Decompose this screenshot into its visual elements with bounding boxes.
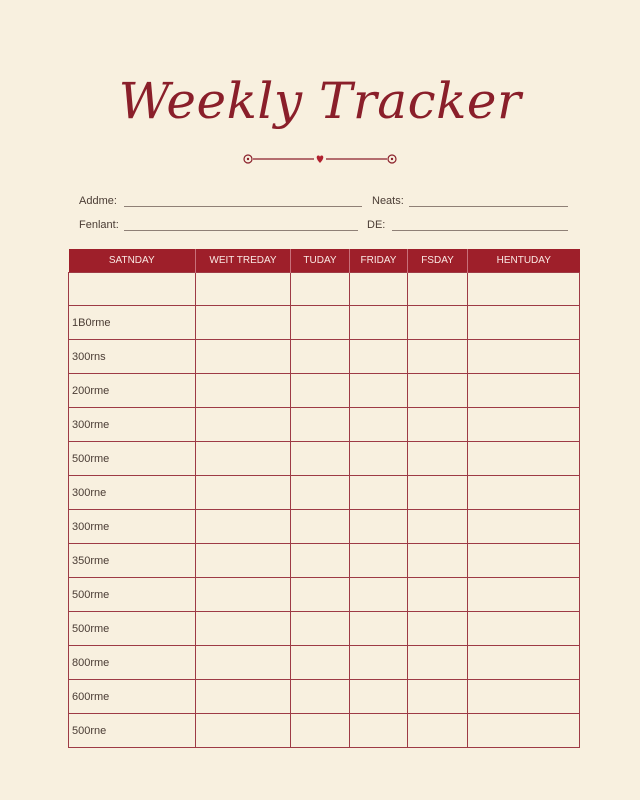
de-line[interactable] (392, 230, 568, 231)
table-cell[interactable] (350, 273, 408, 306)
table-cell[interactable] (408, 544, 468, 578)
field-label-neats: Neats: (372, 195, 404, 207)
table-cell[interactable] (196, 680, 291, 714)
table-cell[interactable] (468, 612, 580, 646)
table-cell[interactable] (350, 578, 408, 612)
table-cell[interactable] (196, 578, 291, 612)
table-cell[interactable] (468, 476, 580, 510)
table-cell[interactable] (408, 476, 468, 510)
table-cell[interactable] (196, 544, 291, 578)
table-cell[interactable] (408, 714, 468, 748)
table-cell[interactable] (408, 442, 468, 476)
table-cell[interactable] (350, 714, 408, 748)
table-cell[interactable] (350, 612, 408, 646)
table-cell[interactable] (408, 578, 468, 612)
table-cell[interactable] (468, 646, 580, 680)
table-cell[interactable] (196, 340, 291, 374)
column-header: TUDAY (291, 249, 350, 273)
table-row (69, 340, 580, 374)
table-cell[interactable] (291, 510, 350, 544)
table-cell[interactable] (350, 510, 408, 544)
row-label: 500rne (69, 714, 196, 748)
table-cell[interactable] (468, 306, 580, 340)
row-label: 350rme (69, 544, 196, 578)
row-label: 500rme (69, 578, 196, 612)
table-row (69, 510, 580, 544)
table-cell[interactable] (291, 374, 350, 408)
table-row (69, 374, 580, 408)
table-cell[interactable] (291, 646, 350, 680)
tracker-table (68, 249, 580, 748)
table-row (69, 714, 580, 748)
table-cell[interactable] (468, 510, 580, 544)
row-label: 500rme (69, 442, 196, 476)
table-cell[interactable] (196, 374, 291, 408)
table-cell[interactable] (291, 273, 350, 306)
table-cell[interactable] (468, 408, 580, 442)
table-row (69, 612, 580, 646)
field-label-de: DE: (367, 219, 386, 231)
table-row (69, 646, 580, 680)
column-header: SATNDAY (69, 249, 196, 273)
column-header: WEIT TREDAY (196, 249, 291, 273)
table-cell[interactable] (291, 340, 350, 374)
table-cell[interactable] (468, 374, 580, 408)
page-title: Weekly Tracker (118, 72, 522, 130)
row-label: 300rme (69, 510, 196, 544)
addme-line[interactable] (124, 206, 362, 207)
row-label: 1B0rme (69, 306, 196, 340)
row-label: 200rme (69, 374, 196, 408)
row-label (69, 273, 196, 306)
table-cell[interactable] (408, 374, 468, 408)
table-cell[interactable] (350, 374, 408, 408)
field-label-fenlant: Fenlant: (79, 219, 119, 231)
table-cell[interactable] (291, 408, 350, 442)
table-row (69, 306, 580, 340)
table-cell[interactable] (350, 306, 408, 340)
table-cell[interactable] (408, 273, 468, 306)
table-cell[interactable] (291, 306, 350, 340)
table-row (69, 408, 580, 442)
table-cell[interactable] (196, 408, 291, 442)
table-row (69, 578, 580, 612)
table-cell[interactable] (350, 544, 408, 578)
table-cell[interactable] (291, 612, 350, 646)
table-cell[interactable] (350, 340, 408, 374)
table-row (69, 544, 580, 578)
column-header: FSDAY (408, 249, 468, 273)
table-cell[interactable] (408, 680, 468, 714)
table-cell[interactable] (408, 510, 468, 544)
table-cell[interactable] (350, 442, 408, 476)
table-cell[interactable] (196, 442, 291, 476)
table-cell[interactable] (468, 680, 580, 714)
table-cell[interactable] (196, 612, 291, 646)
row-label: 800rme (69, 646, 196, 680)
table-cell[interactable] (350, 646, 408, 680)
column-header: HENTUDAY (468, 249, 580, 273)
header-row (69, 249, 580, 273)
column-header: FRIDAY (350, 249, 408, 273)
table-cell[interactable] (468, 340, 580, 374)
table-cell[interactable] (408, 306, 468, 340)
table-cell[interactable] (291, 544, 350, 578)
table-cell[interactable] (408, 646, 468, 680)
table-cell[interactable] (196, 306, 291, 340)
row-label: 300rns (69, 340, 196, 374)
table-cell[interactable] (468, 544, 580, 578)
table-cell[interactable] (196, 646, 291, 680)
table-row (69, 442, 580, 476)
table-cell[interactable] (350, 408, 408, 442)
table-cell[interactable] (291, 442, 350, 476)
row-label: 300rme (69, 408, 196, 442)
table-cell[interactable] (196, 510, 291, 544)
neats-line[interactable] (409, 206, 568, 207)
table-cell[interactable] (468, 578, 580, 612)
table-cell[interactable] (196, 273, 291, 306)
table-cell[interactable] (408, 408, 468, 442)
table-cell[interactable] (196, 476, 291, 510)
table-cell[interactable] (291, 680, 350, 714)
table-cell[interactable] (468, 714, 580, 748)
table-cell[interactable] (408, 612, 468, 646)
field-label-addme: Addme: (79, 195, 117, 207)
row-label: 500rme (69, 612, 196, 646)
fenlant-line[interactable] (124, 230, 358, 231)
table-row (69, 476, 580, 510)
table-cell[interactable] (350, 476, 408, 510)
table-cell[interactable] (408, 340, 468, 374)
table-row (69, 273, 580, 306)
ornament-divider-icon (240, 150, 400, 170)
table-cell[interactable] (196, 714, 291, 748)
row-label: 600rme (69, 680, 196, 714)
table-cell[interactable] (468, 273, 580, 306)
table-row (69, 680, 580, 714)
table-cell[interactable] (291, 714, 350, 748)
table-cell[interactable] (291, 578, 350, 612)
table-cell[interactable] (468, 442, 580, 476)
row-label: 300rne (69, 476, 196, 510)
table-cell[interactable] (291, 476, 350, 510)
table-cell[interactable] (350, 680, 408, 714)
